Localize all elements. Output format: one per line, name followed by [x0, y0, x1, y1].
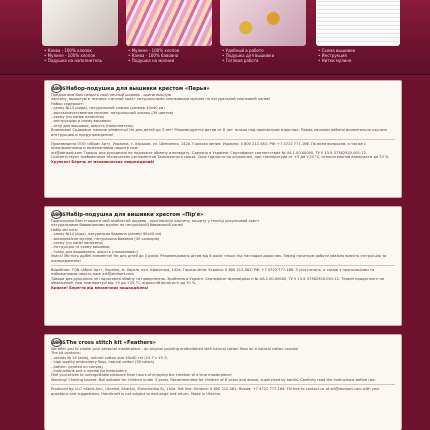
brand-logo: ABRIS: [52, 340, 66, 345]
card-header: [51, 338, 395, 347]
body-line: - схему (на канве нанесено): [51, 115, 105, 120]
body-line: Внимание! Содержит мелкие элементы! Не для детей до 3 лет! Рекомендуется детям от 8 лет только под присмотром взрослых. Перед началом работы внимательно изучите инструкцию и предупреждения!: [51, 128, 388, 137]
body-line: натуральними бавовняними муліне на натуральній бавовняній канві!: [51, 223, 184, 228]
card-title: The cross stitch kit «Feathers»: [66, 339, 157, 346]
body-line: Пропонуємо Вам створити свій особистий шедевр - оригінальну картину, вишиту у техніці рахунковий хрест: [51, 219, 260, 223]
banner-bullet: • Готовая работа: [222, 58, 274, 63]
card-russian: [44, 80, 402, 198]
body-line: - high-quality embroidery floss, natural cotton (39 colors): [51, 360, 155, 365]
product-photo-pillow: [42, 0, 118, 46]
banner-list-4: [318, 48, 355, 64]
banner-bullet: • Подушка на наполнитель: [44, 58, 102, 63]
banner-bullet: • Канва - 100% бавовна: [128, 53, 179, 58]
banner-bullet: • Подушка на молнии: [128, 58, 179, 63]
manufacturer-info: [51, 142, 395, 164]
product-photo-hoop: [220, 0, 306, 46]
banner-bullet: • Мулине - 100% хлопок: [44, 53, 102, 58]
maker-line: Товари для рукоділля не підлягають обміну та поверненню. Зроблено в Україні. Сертифікат відповідності № UA.1.00.00000, ТУ У 13.9-37362920-001:12. Термін придатності не обмежений, при температурі від +5 до +25 °С, відносній вологості до 70 %.: [51, 276, 385, 286]
card-separator: [51, 139, 395, 140]
card-separator: [51, 384, 395, 385]
card-english: [44, 334, 402, 430]
card-body: [51, 347, 395, 382]
product-banner: [0, 0, 430, 74]
body-line: - canvas № 14 (aida), natural cotton size 40х40 cm (15.7 x 15.7): [51, 355, 168, 360]
body-line: Набір містить:: [51, 227, 79, 232]
product-photo-pattern: [316, 0, 400, 46]
body-line: Набор содержит:: [51, 101, 84, 106]
banner-bullet: • Мулине - 100% хлопок: [128, 48, 179, 53]
body-line: - високоякісне муліне, натуральна бавовна (39 кольорів): [51, 236, 160, 241]
manufacturer-info: [51, 268, 395, 290]
maker-line: Виробник: ТОВ «Абріс Арт», Україна, м. Харків, вул. Шевченка, 142а. Гаряча лінія: Україна: 0 800 212-581; РФ: +7 4722 777-166. З усіх питань, а також з пропозиціями та побажаннями пишіть нам: art@abrisart.com: [51, 268, 375, 277]
banner-bullet: • Подушка для вышивки: [222, 53, 274, 58]
card-ukrainian: [44, 206, 402, 326]
body-line: - голку для вишивання, шерсть (наповнювач): [51, 249, 138, 254]
body-line: We offer you to create your personal masterpiece - an original painting embroidered with natural cotton floss on a natural cotton canvas!: [51, 347, 299, 351]
body-line: - instructions and a needle for embroidery: [51, 369, 127, 374]
card-header: [51, 210, 395, 219]
body-line: - инструкцию и схему вышивки: [51, 119, 111, 124]
card-separator: [51, 265, 395, 266]
brand-logo: ABRIS: [52, 212, 66, 217]
body-line: - pattern (printed on canvas): [51, 364, 103, 369]
banner-bullet: • Нитки мулине: [318, 58, 355, 63]
body-line: Предлагаем Вам создать свой личный шедевр - оригинальную: [51, 93, 171, 97]
banner-bullet: • Удобный в работе: [222, 48, 274, 53]
fragile-warning: Хрупкое! Беречь от механических повреждений!: [51, 159, 155, 164]
card-body: [51, 93, 395, 137]
fragile-warning: Крихке! Берегти від механічних пошкоджень!: [51, 285, 149, 290]
banner-list-3: [222, 48, 274, 64]
maker-line: Произведено ООО «Абрис Арт», Украина, г. Харьков, ул. Шевченко, 142а. Горячая линия: Украина: 0 800 212-581; РФ: +7 4722 777-166. По всем вопросам, а также с предложениями и пожеланиями пишите нам:: [51, 142, 367, 151]
body-line: - інструкцію та схему вишивки: [51, 245, 110, 250]
body-line: - высококачественное мулине, натуральный хлопок (39 цветов): [51, 110, 174, 115]
body-line: Warning! Choking hazard. Not suitable for children under 3 years. Recommended for children of 8 years and above, supervised by adults. Carefully read the instructions before use.: [51, 377, 376, 382]
manufacturer-info: [51, 387, 395, 396]
product-photo-floss: [126, 0, 212, 46]
banner-bullet: • Канва - 100% хлопок: [44, 48, 102, 53]
banner-list-1: [44, 48, 102, 64]
body-line: The kit contains:: [51, 351, 81, 356]
body-line: - канву №14 (аїда), натуральна бавовна (розмір 40х40 см): [51, 232, 162, 237]
body-line: картину, вышитую в технике счетный крест натуральными хлопковыми мулине на натуральной хлопковой канве!: [51, 97, 271, 102]
card-title: Набір-подушка для вишивки хрестом «Пір'я»: [66, 211, 204, 218]
maker-line: art@abrisart.com Товары для рукоделия не подлежат обмену и возврату. Сделано в Украине. Сертификат соответствия № UA.1.00.00000, ТУ У 13.9-37362920-001:12. Соответствует требованиям технических регламентов Таможенного союза. Срок годности не ограничен, при температуре от +5 до +25 °С, относительной влажности до 70 %.: [51, 150, 390, 160]
card-header: [51, 84, 395, 93]
body-line: Увага! Містить дрібні елементи! Не для дітей до 3 років. Рекомендовано дітям від 8 років тільки під наглядом дорослих. Перед початком роботи уважно вивчіть інструкцію та попередження!: [51, 254, 387, 263]
brand-logo: ABRIS: [52, 86, 66, 91]
card-body: [51, 219, 395, 263]
body-line: - канву №14 (аида), натуральный хлопок (размер 40х40 см): [51, 106, 165, 111]
body-line: Feel yourselves to unforgettable pleasure from hours of enjoying the creation of a true masterpiece!: [51, 373, 232, 378]
banner-bullet: • Инструкция: [318, 53, 355, 58]
maker-line: Produced by: LLC «Abris Art», Ukraine, Kharkiv, Shevchenko St, 142a. Hot line: Ukraine: 0 800 212-581; Russia: +7 4722 777-166. Fill free to contact us at art@abrisart.com with your questions and suggestions. Handicraft is not subject to exchange and return. Made in Ukraine.: [51, 387, 380, 396]
card-title: Набор-подушка для вышивки крестом «Перья»: [66, 85, 210, 92]
banner-bullet: • Схема вышивки: [318, 48, 355, 53]
banner-list-2: [128, 48, 179, 64]
body-line: - схему (на канві нанесено): [51, 241, 104, 246]
body-line: - иглу для вышивки, шерсть (наполнитель): [51, 123, 134, 128]
divider: [0, 74, 430, 75]
